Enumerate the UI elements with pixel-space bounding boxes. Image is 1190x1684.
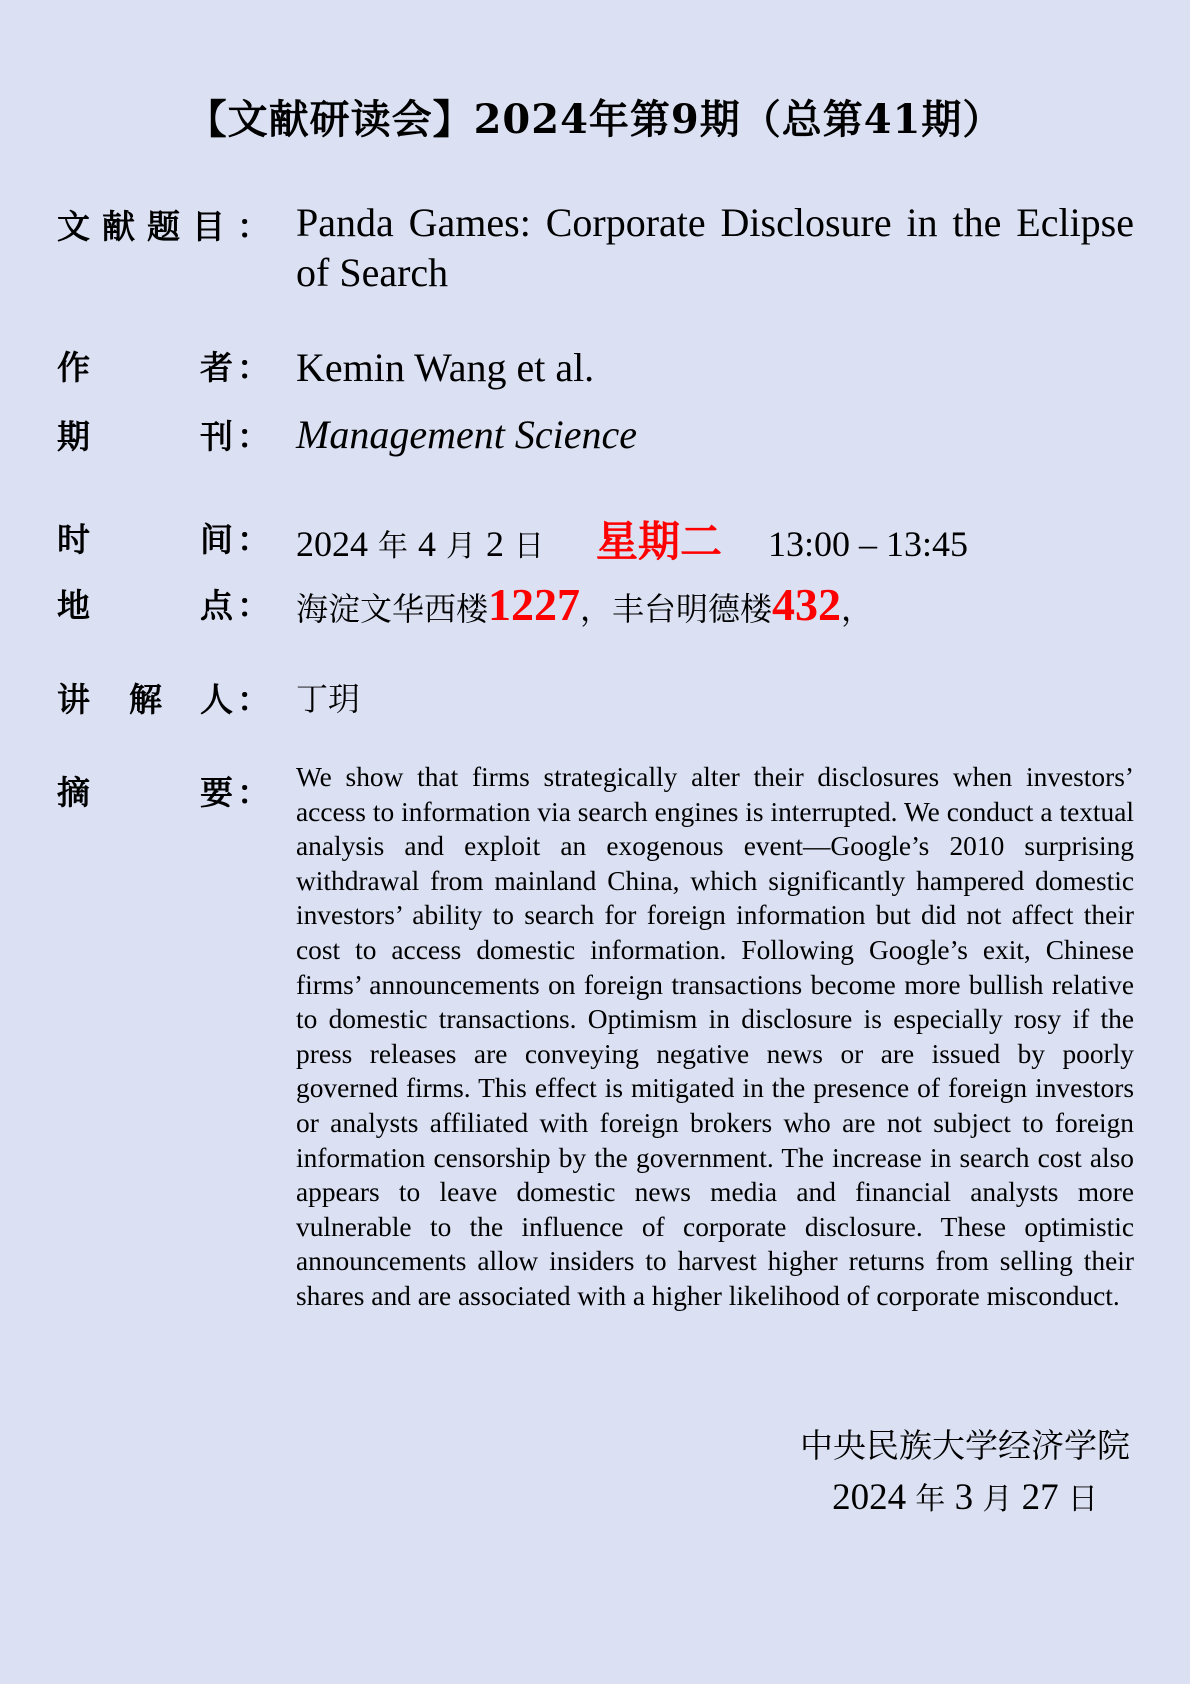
label-char: ： <box>237 680 270 719</box>
paper-title-value: Panda Games: Corporate Disclosure in the Eclipse of Search <box>296 200 1134 295</box>
location-value <box>296 580 873 634</box>
page-title: 【文献研读会】2024年第9期（总第41期） <box>186 96 1004 143</box>
label-char: 者 <box>200 348 233 387</box>
label-char: 地 <box>57 586 90 625</box>
footer <box>800 1420 1130 1526</box>
label-char: 摘 <box>57 773 90 812</box>
time-month-unit: 月 <box>446 529 476 564</box>
abstract-text: We show that firms strategically alter their disclosures when investors’ access to information via search engines is interrupted. We conduct a textual analysis and exploit an exogenous event—Google’s 2010 surprising withdrawal from mainland China, which significantly hampered domestic investors’ ability to search for foreign information but did not affect their cost to access domestic information. Following Google’s exit, Chinese firms’ announcements on foreign transactions become more bullish relative to domestic transactions. Optimism in disclosure is especially rosy if the press releases are conveying negative news or are issued by poorly governed firms. This effect is mitigated in the presence of foreign investors or analysts affiliated with foreign brokers who are not subject to foreign information censorship by the government. The increase in search cost also appears to leave domestic news media and financial analysts more vulnerable to the influence of corporate disclosure. These optimistic announcements allow insiders to harvest higher returns from selling their shares and are associated with a higher likelihood of corporate misconduct. <box>296 762 1134 1311</box>
label-char: 要 <box>200 773 233 812</box>
location-room-2: 432 <box>772 579 842 630</box>
location-room-1: 1227 <box>488 579 581 630</box>
label-char: 间 <box>200 520 233 559</box>
label-char: 人 <box>200 680 233 719</box>
label-char: ： <box>237 348 270 387</box>
time-value <box>296 517 968 572</box>
author-value: Kemin Wang et al. <box>296 345 595 390</box>
time-day-unit: 日 <box>514 529 544 564</box>
label-char: 期 <box>57 417 90 456</box>
label-char: 献 <box>102 207 135 246</box>
location-separator: ， <box>580 590 613 628</box>
location-place-1: 海淀文华西楼 <box>296 590 489 628</box>
journal-value: Management Science <box>296 412 637 457</box>
label-char: 文 <box>57 207 90 246</box>
footer-month-unit: 月 <box>982 1482 1013 1517</box>
footer-day-unit: 日 <box>1067 1482 1098 1517</box>
footer-date <box>800 1472 1130 1526</box>
label-char: ： <box>237 207 270 246</box>
time-range: 13:00 – 13:45 <box>768 524 969 564</box>
time-day: 2 <box>486 524 504 564</box>
time-year: 2024 <box>296 524 368 564</box>
location-place-2: 丰台明德楼 <box>612 590 773 628</box>
label-char: 讲 <box>57 680 90 719</box>
footer-year: 2024 <box>832 1477 907 1518</box>
footer-org: 中央民族大学经济学院 <box>800 1426 1130 1465</box>
label-char: 解 <box>129 680 162 719</box>
footer-year-unit: 年 <box>915 1482 946 1517</box>
label-char: ： <box>237 417 270 456</box>
label-char: 作 <box>57 348 90 387</box>
label-char: 目 <box>192 207 225 246</box>
footer-day: 27 <box>1021 1477 1059 1518</box>
label-char: ： <box>237 586 270 625</box>
footer-month: 3 <box>954 1477 974 1518</box>
label-char: 刊 <box>200 417 233 456</box>
label-char: 题 <box>147 207 180 246</box>
weekday-highlight: 星期二 <box>596 517 723 566</box>
label-char: 点 <box>200 586 233 625</box>
label-char: ： <box>237 773 270 812</box>
label-char: 时 <box>57 520 90 559</box>
label-char: ： <box>237 520 270 559</box>
time-year-unit: 年 <box>378 529 408 564</box>
location-end: ， <box>841 590 874 628</box>
speaker-value: 丁玥 <box>296 680 361 718</box>
time-month: 4 <box>418 524 436 564</box>
